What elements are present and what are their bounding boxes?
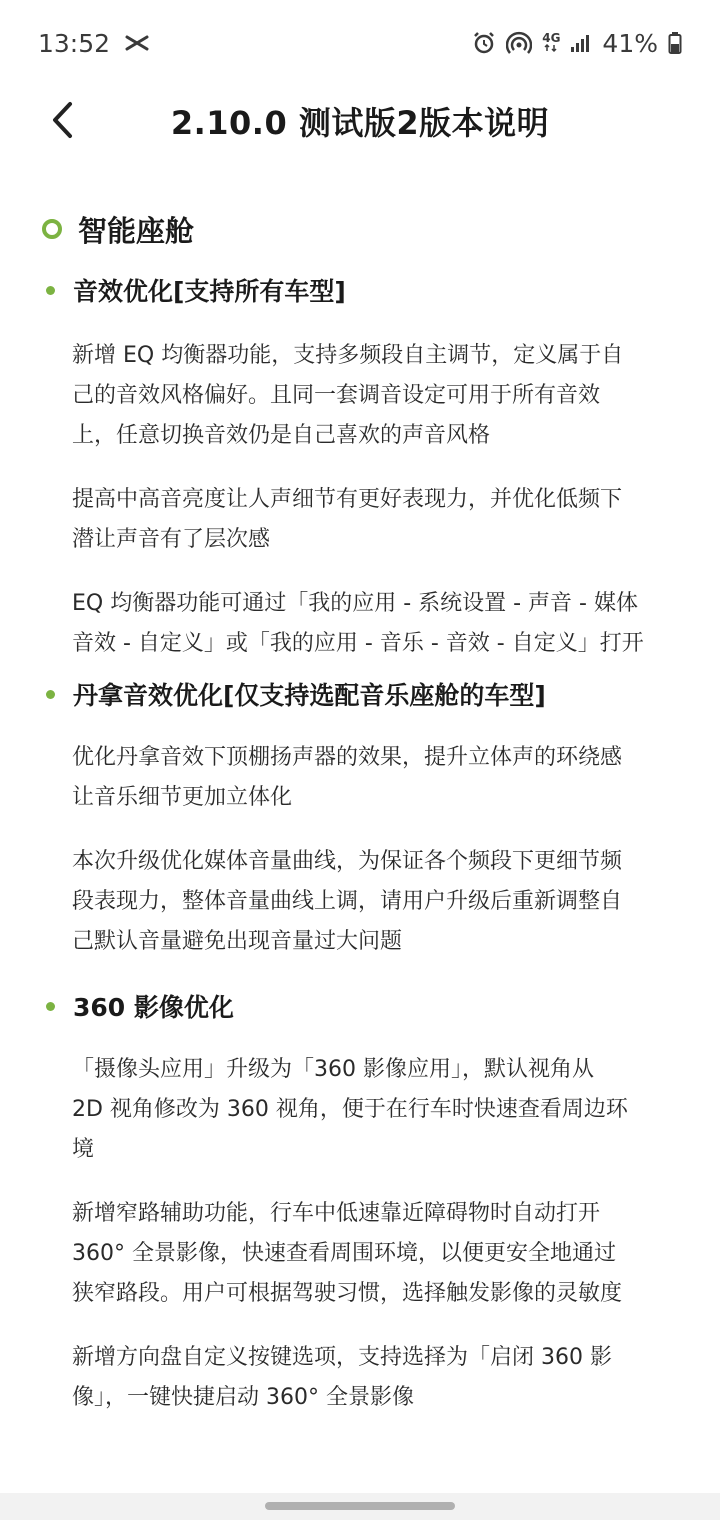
status-left xyxy=(38,29,150,58)
bullet-dot-icon xyxy=(46,286,55,295)
status-right xyxy=(472,29,682,58)
item-heading xyxy=(0,268,720,312)
hotspot-icon xyxy=(506,31,532,55)
paragraph xyxy=(0,336,720,456)
text-line: 新增窄路辅助功能，行车中低速靠近障碍物时自动打开 xyxy=(72,1201,601,1226)
section-heading xyxy=(0,190,720,268)
text-line: 己的音效风格偏好。且同一套调音设定可用于所有音效 xyxy=(72,383,601,408)
item-2 xyxy=(0,672,720,962)
item-heading-text: 音效优化[支持所有车型] xyxy=(73,277,346,306)
text-line: 上，任意切换音效仍是自己喜欢的声音风格 xyxy=(72,423,491,448)
item-3 xyxy=(0,984,720,1410)
release-notes-content[interactable] xyxy=(0,190,720,1410)
item-1 xyxy=(0,268,720,664)
section-title: 智能座舱 xyxy=(78,213,195,248)
status-bar xyxy=(0,0,720,86)
network-type: 4G xyxy=(542,31,561,45)
item-heading-text: 丹拿音效优化[仅支持选配音乐座舱的车型] xyxy=(73,681,546,710)
status-time: 13:52 xyxy=(38,28,111,58)
text-line: 新增 EQ 均衡器功能，支持多频段自主调节，定义属于自 xyxy=(72,343,624,368)
text-line: 像」，一键快捷启动 360° 全景影像 xyxy=(72,1385,414,1410)
battery-percent: 41% xyxy=(602,28,658,58)
header xyxy=(0,86,720,156)
text-line: 360° 全景影像，快速查看周围环境，以便更安全地通过 xyxy=(72,1241,616,1266)
text-line: 段表现力，整体音量曲线上调，请用户升级后重新调整自 xyxy=(72,889,623,914)
section-ring-icon xyxy=(42,219,62,239)
item-heading-text: 360 影像优化 xyxy=(73,993,234,1022)
paragraph xyxy=(0,1194,720,1314)
items-list xyxy=(0,268,720,1410)
battery-icon xyxy=(668,31,682,55)
paragraph xyxy=(0,1338,720,1410)
alarm-icon xyxy=(472,31,496,55)
paragraph xyxy=(0,738,720,818)
text-line: 境 xyxy=(72,1137,95,1162)
text-line: 2D 视角修改为 360 视角，便于在行车时快速查看周边环 xyxy=(72,1097,628,1122)
bullet-dot-icon xyxy=(46,690,55,699)
home-indicator[interactable] xyxy=(265,1502,455,1510)
paragraph xyxy=(0,1050,720,1170)
text-line: 提高中高音亮度让人声细节有更好表现力，并优化低频下 xyxy=(72,487,623,512)
back-arrow-icon[interactable] xyxy=(40,94,84,146)
item-heading xyxy=(0,984,720,1028)
text-line: 狭窄路段。用户可根据驾驶习惯，选择触发影像的灵敏度 xyxy=(72,1281,623,1306)
text-line: 新增方向盘自定义按键选项，支持选择为「启闭 360 影 xyxy=(72,1345,612,1370)
text-line: 「摄像头应用」升级为「360 影像应用」，默认视角从 xyxy=(72,1057,594,1082)
paragraph xyxy=(0,842,720,962)
text-line: 音效 - 自定义」或「我的应用 - 音乐 - 音效 - 自定义」打开 xyxy=(72,631,644,656)
item-heading xyxy=(0,672,720,716)
text-line: 本次升级优化媒体音量曲线，为保证各个频段下更细节频 xyxy=(72,849,623,874)
paragraph xyxy=(0,480,720,560)
text-line: EQ 均衡器功能可通过「我的应用 - 系统设置 - 声音 - 媒体 xyxy=(72,591,638,616)
bullet-dot-icon xyxy=(46,1002,55,1011)
text-line: 己默认音量避免出现音量过大问题 xyxy=(72,929,403,954)
signal-icon xyxy=(570,33,592,53)
text-line: 优化丹拿音效下顶棚扬声器的效果，提升立体声的环绕感 xyxy=(72,745,623,770)
text-line: 让音乐细节更加立体化 xyxy=(72,785,293,810)
page-title: 2.10.0 测试版2版本说明 xyxy=(170,104,550,142)
tools-icon xyxy=(124,34,150,52)
paragraph xyxy=(0,584,720,664)
data-arrows-icon xyxy=(542,33,560,53)
text-line: 潜让声音有了层次感 xyxy=(72,527,271,552)
